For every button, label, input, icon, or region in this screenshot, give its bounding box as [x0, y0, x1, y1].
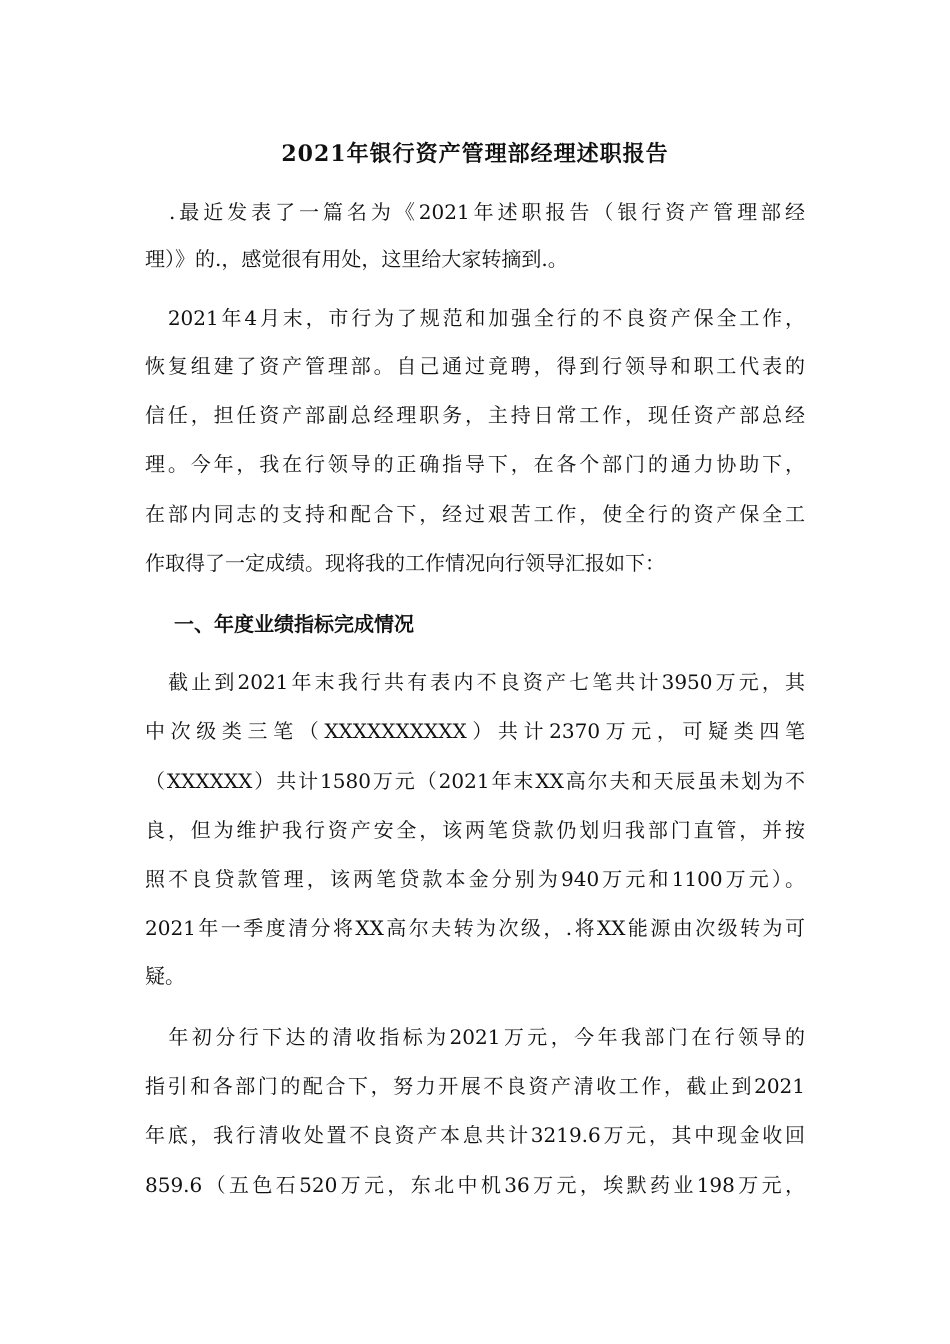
paragraph-line: 年底，我行清收处置不良资产本息共计3219.6万元，其中现金收回	[145, 1123, 805, 1147]
paragraph-line: 信任，担任资产部副总经理职务，主持日常工作，现任资产部总经	[145, 403, 805, 427]
paragraph-line: 疑。	[145, 964, 185, 988]
paragraph-line: 2021年4月末，市行为了规范和加强全行的不良资产保全工作，	[145, 306, 805, 330]
paragraph-line: 截止到2021年末我行共有表内不良资产七笔共计3950万元，其	[145, 670, 805, 694]
section-heading: 一、年度业绩指标完成情况	[174, 612, 414, 636]
paragraph-line: 理）》的.，感觉很有用处，这里给大家转摘到.。	[145, 247, 568, 271]
paragraph-line: 859.6（五色石520万元，东北中机36万元，埃默药业198万元，	[145, 1173, 805, 1197]
paragraph-line: 良，但为维护我行资产安全，该两笔贷款仍划归我部门直管，并按	[145, 818, 805, 842]
paragraph-line: 中次级类三笔（XXXXXXXXXX）共计2370万元，可疑类四笔	[145, 719, 805, 743]
paragraph-line: 年初分行下达的清收指标为2021万元，今年我部门在行领导的	[145, 1025, 805, 1049]
document-title: 2021年银行资产管理部经理述职报告	[281, 141, 669, 167]
paragraph-line: （XXXXXX）共计1580万元（2021年末XX高尔夫和天辰虽未划为不	[145, 769, 805, 793]
paragraph-line: 2021年一季度清分将XX高尔夫转为次级，.将XX能源由次级转为可	[145, 916, 805, 940]
paragraph-line: 指引和各部门的配合下，努力开展不良资产清收工作，截止到2021	[145, 1074, 805, 1098]
paragraph-line: 在部内同志的支持和配合下，经过艰苦工作，使全行的资产保全工	[145, 502, 805, 526]
paragraph-line: .最近发表了一篇名为《2021年述职报告（银行资产管理部经	[145, 200, 805, 224]
paragraph-line: 理。今年，我在行领导的正确指导下，在各个部门的通力协助下，	[145, 452, 805, 476]
paragraph-line: 作取得了一定成绩。现将我的工作情况向行领导汇报如下：	[145, 551, 665, 575]
paragraph-line: 恢复组建了资产管理部。自己通过竟聘，得到行领导和职工代表的	[145, 354, 805, 378]
paragraph-line: 照不良贷款管理，该两笔贷款本金分别为940万元和1100万元）。	[145, 867, 805, 891]
